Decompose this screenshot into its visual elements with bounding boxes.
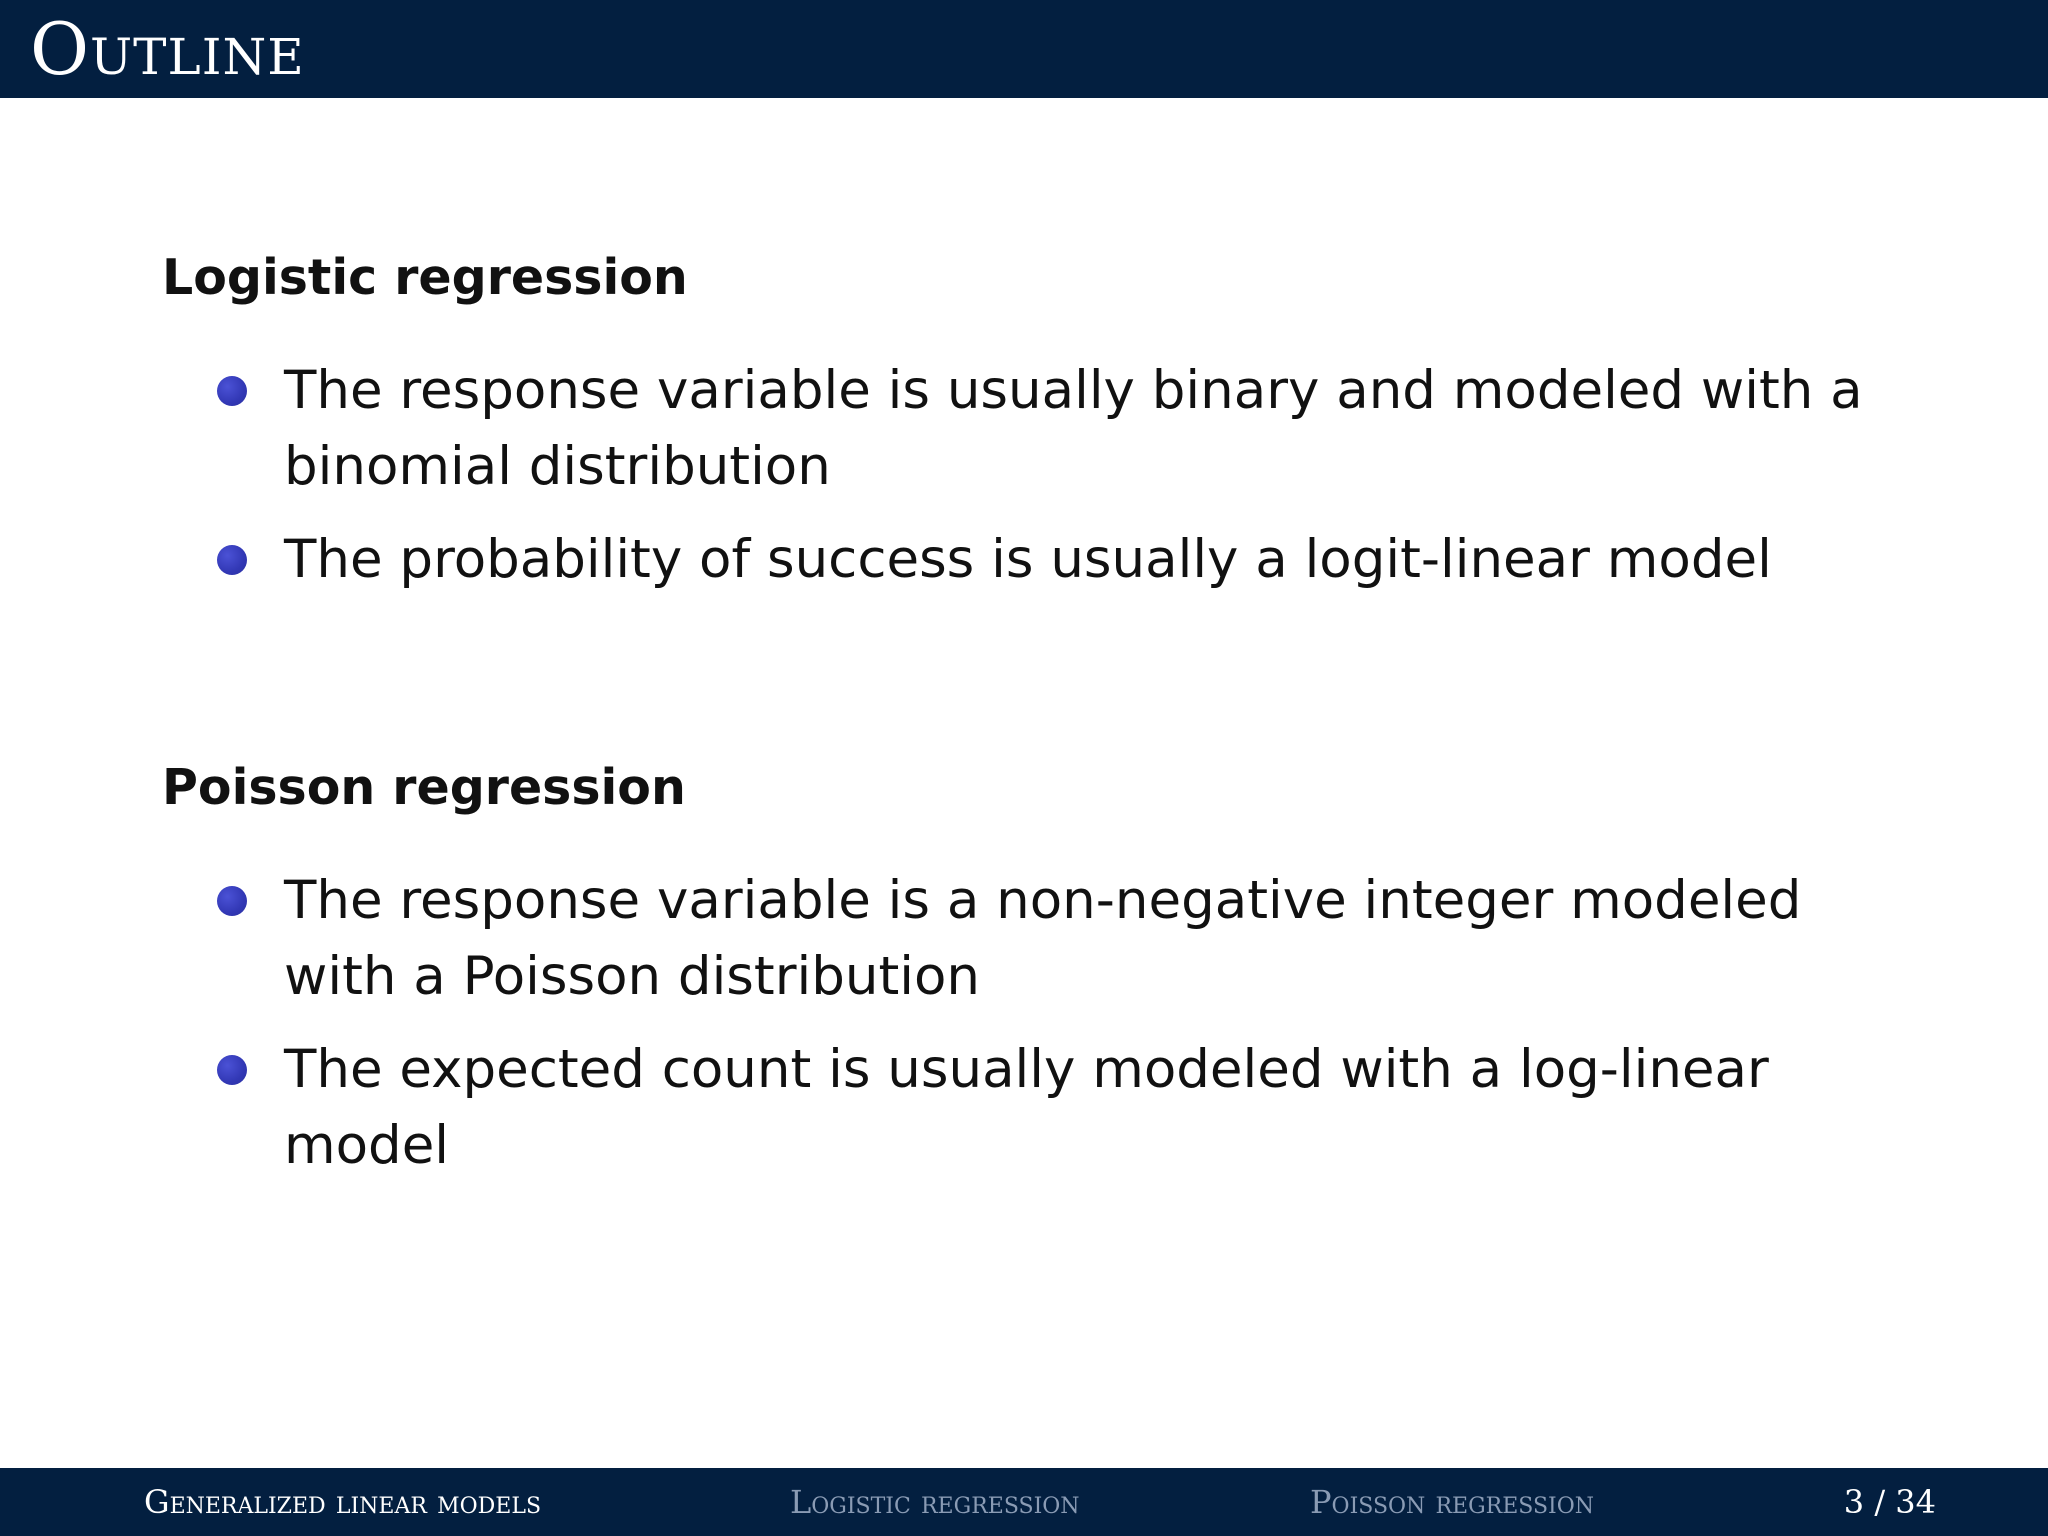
bullet-dot-icon — [217, 376, 247, 406]
bullet-list — [162, 863, 1902, 1184]
slide-title: Outline — [30, 7, 305, 91]
bullet-dot-icon — [217, 886, 247, 916]
footer-current-section: Generalized linear models — [144, 1483, 542, 1521]
page-number: 3 / 34 — [1843, 1483, 1936, 1521]
bullet-item — [162, 353, 1902, 505]
footer-bar — [0, 1468, 2048, 1536]
poisson-regression-section — [162, 760, 1962, 1201]
logistic-regression-section — [162, 250, 1962, 615]
bullet-item — [162, 1032, 1902, 1184]
bullet-text: The probability of success is usually a logit-linear model — [284, 529, 1772, 591]
bullet-dot-icon — [217, 1055, 247, 1085]
bullet-dot-icon — [217, 545, 247, 575]
bullet-list — [162, 353, 1902, 598]
bullet-text: The expected count is usually modeled with a log-linear model — [284, 1039, 1769, 1177]
section-heading: Logistic regression — [162, 249, 688, 306]
footer-poisson-section: Poisson regression — [1310, 1483, 1595, 1521]
bullet-item — [162, 522, 1902, 598]
footer-logistic-section: Logistic regression — [790, 1483, 1080, 1521]
bullet-text: The response variable is usually binary and modeled with a binomial distribution — [284, 360, 1863, 498]
section-heading: Poisson regression — [162, 759, 686, 816]
bullet-text: The response variable is a non-negative integer modeled with a Poisson distribution — [284, 870, 1802, 1008]
header-bar — [0, 0, 2048, 98]
bullet-item — [162, 863, 1902, 1015]
